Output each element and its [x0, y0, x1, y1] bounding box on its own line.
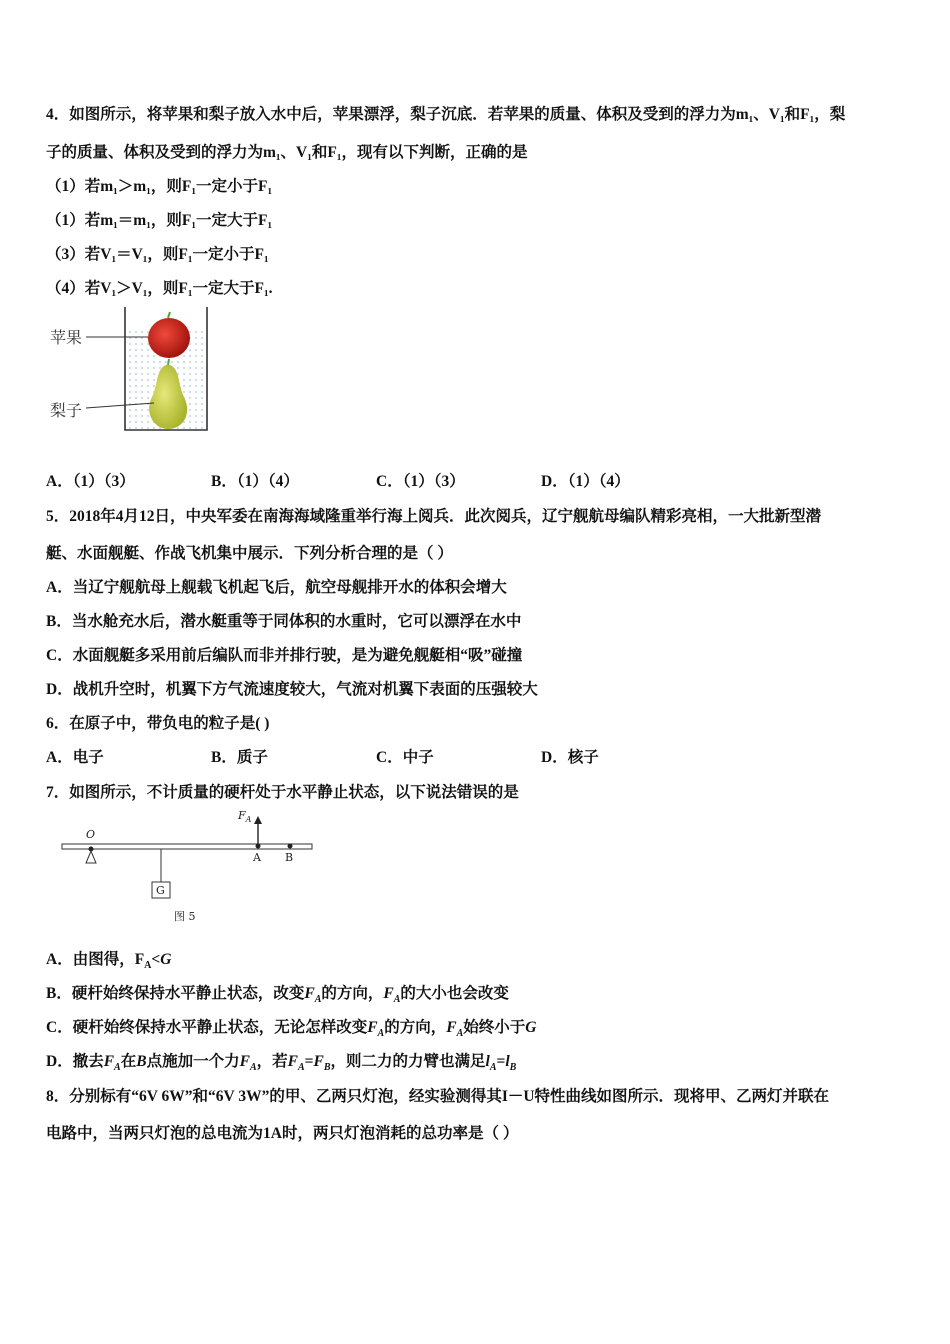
q4-figure: [44, 305, 214, 435]
q6-option-a[interactable]: A．电子: [46, 749, 104, 766]
label-b: B: [285, 851, 294, 864]
q4-option-d[interactable]: D．（1）（4）: [541, 473, 630, 490]
q5-stem-line1: 5．2018年4月12日，中央军委在南海海域隆重举行海上阅兵．此次阅兵，辽宁舰航母编队精彩亮相，一大批新型潜: [46, 508, 822, 525]
label-a: A: [253, 851, 261, 864]
pear-label: 梨子: [50, 401, 83, 420]
q4-statement-4: （4）若V₁＞V₁，则F₁一定大于F₁.: [46, 280, 273, 297]
q7-option-b[interactable]: B．硬杆始终保持水平静止状态，改变$F_A$的方向，$F_A$的大小也会改变: [46, 985, 509, 1006]
q5-option-b[interactable]: B．当水舱充水后，潜水艇重等于同体积的水重时，它可以漂浮在水中: [46, 613, 522, 630]
label-fa: $F_A$: [238, 809, 252, 825]
label-g: G: [156, 884, 165, 897]
lever-bar: [62, 844, 312, 849]
q7-option-a[interactable]: A．由图得，$F_A<G$: [46, 951, 172, 972]
q8-stem-line2: 电路中，当两只灯泡的总电流为1A时，两只灯泡消耗的总功率是（ ）: [46, 1125, 519, 1142]
point-b: [288, 844, 293, 849]
q4-option-b[interactable]: B．（1）（4）: [211, 473, 299, 490]
q4-option-c[interactable]: C．（1）（3）: [376, 473, 465, 490]
figure-caption: 图 5: [174, 910, 196, 923]
q4-stem-line2: 子的质量、体积及受到的浮力为m₁、V₁和F₁，现有以下判断，正确的是: [46, 144, 528, 161]
q4-stem-line1: 4．如图所示，将苹果和梨子放入水中后，苹果漂浮，梨子沉底．若苹果的质量、体积及受到的浮力为m₁、V₁和F₁，梨: [46, 106, 846, 123]
q5-option-d[interactable]: D．战机升空时，机翼下方气流速度较大，气流对机翼下表面的压强较大: [46, 681, 538, 698]
label-o: O: [86, 828, 96, 841]
q4-statement-1: （1）若m₁＞m₁，则F₁一定小于F₁: [46, 178, 273, 195]
q6-option-c[interactable]: C．中子: [376, 749, 434, 766]
apple-icon: [148, 312, 190, 358]
q7-option-d[interactable]: D．撤去$F_A$在B点施加一个力$F_A$，若$F_A=F_B$，则二力的力臂也满足$l_A=l_B$: [46, 1053, 517, 1074]
force-arrow-icon: [254, 816, 262, 844]
q5-stem-line2: 艇、水面舰艇、作战飞机集中展示．下列分析合理的是（ ）: [46, 545, 453, 562]
q4-statement-2: （1）若m₁＝m₁，则F₁一定大于F₁: [46, 212, 273, 229]
q7-figure: [58, 808, 323, 928]
q6-stem: 6．在原子中，带负电的粒子是( ): [46, 715, 270, 732]
q7-option-c[interactable]: C．硬杆始终保持水平静止状态，无论怎样改变$F_A$的方向，$F_A$始终小于G: [46, 1019, 537, 1040]
q6-option-d[interactable]: D．核子: [541, 749, 599, 766]
q4-option-a[interactable]: A．（1）（3）: [46, 473, 135, 490]
q7-stem: 7．如图所示，不计质量的硬杆处于水平静止状态，以下说法错误的是: [46, 784, 519, 801]
q6-option-b[interactable]: B．质子: [211, 749, 268, 766]
q5-option-c[interactable]: C．水面舰艇多采用前后编队而非并排行驶，是为避免舰艇相“吸”碰撞: [46, 647, 523, 664]
point-a: [256, 844, 261, 849]
apple-label: 苹果: [50, 328, 83, 347]
q5-option-a[interactable]: A．当辽宁舰航母上舰载飞机起飞后，航空母舰排开水的体积会增大: [46, 579, 507, 596]
q4-statement-3: （3）若V₁＝V₁，则F₁一定小于F₁: [46, 246, 269, 263]
q8-stem-line1: 8．分别标有“6V 6W”和“6V 3W”的甲、乙两只灯泡，经实验测得其I－U特性曲线如图所示．现将甲、乙两灯并联在: [46, 1088, 830, 1105]
